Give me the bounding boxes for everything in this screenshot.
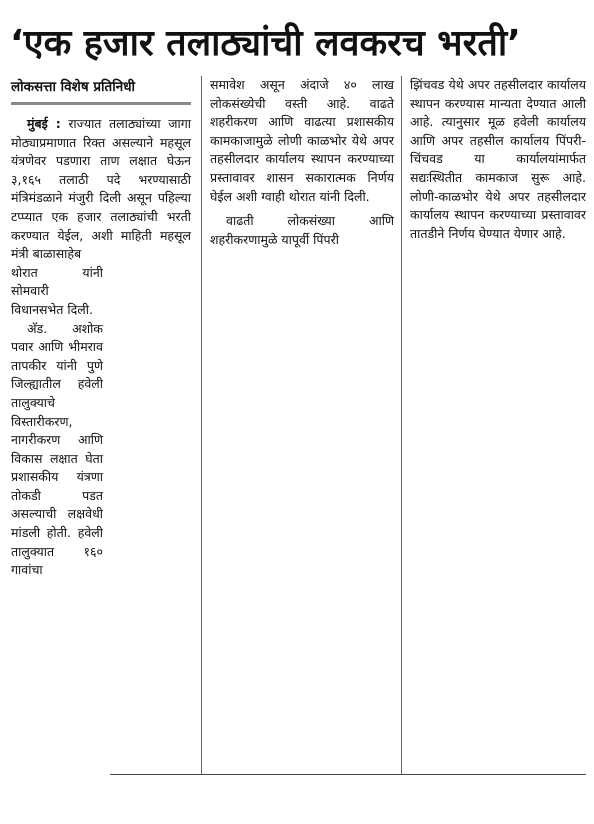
article-column-2 [210, 76, 394, 249]
article-column-1 [11, 76, 191, 580]
bottom-rule [110, 774, 586, 775]
byline: लोकसत्ता विशेष प्रतिनिधी [11, 76, 191, 105]
paragraph-col3-1: झिंचवड येथे अपर तहसीलदार कार्यालय स्थापन करण्यास मान्यता देण्यात आली आहे. त्यानुसार मूळ हवेली कार्यालय आणि अपर तहसील कार्यालय पिंपरी-चिंचवड या कार्यालयांमार्फत सद्यःस्थितीत कामकाज सुरू आहे. लोणी-काळभोर येथे अपर तहसीलदार कार्यालय स्थापन करण्याच्या प्रस्तावावर तातडीने निर्णय घेण्यात येणार आहे. [410, 77, 586, 241]
headline: ‘एक हजार तलाठ्यांची लवकरच भरती’ [10, 23, 521, 64]
paragraph-col2-1: समावेश असून अंदाजे ४० लाख लोकसंख्येची वस्ती आहे. वाढते शहरीकरण आणि वाढत्या प्रशासकीय कामकाजामुळे लोणी काळभोर येथे अपर तहसीलदार कार्यालय स्थापन करण्याच्या प्रस्तावावर शासन सकारात्मक निर्णय घेईल अशी ग्वाही थोरात यांनी दिली. [210, 77, 394, 204]
lead-paragraph [11, 115, 191, 264]
paragraph-narrow-2: अ‍ॅड. अशोक पवार आणि भीमराव तापकीर यांनी पुणे जिल्ह्यातील हवेली तालुक्याचे विस्तारीकरण, नागरीकरण आणि विकास लक्षात घेता प्रशासकीय यंत्रणा तोकडी पडत असल्याची लक्षवेधी मांडली होती. हवेली तालुक्यात १६० गावांचा [11, 320, 103, 578]
column-rule-2 [401, 76, 402, 774]
article-column-3 [410, 76, 586, 243]
dateline: मुंबई : [27, 116, 61, 131]
lead-text: राज्यात तलाठ्यांच्या जागा मोठ्याप्रमाणात रिक्त असल्याने महसूल यंत्रणेवर पडणारा ताण लक्षात घेऊन ३,१६५ तलाठी पदे भरण्यासाठी मंत्रिमंडळाने मंजुरी दिली असून पहिल्या टप्प्यात एक हजार तलाठ्यांची भरती करण्यात येईल, अशी माहिती महसूल मंत्री बाळासाहेब [11, 116, 191, 262]
paragraph-narrow-1: थोरात यांनी सोमवारी विधानसभेत दिली. [11, 264, 103, 317]
column-rule-1 [201, 76, 202, 774]
paragraph-col2-2: वाढती लोकसंख्या आणि शहरीकरणामुळे यापूर्वी पिंपरी [210, 213, 394, 247]
